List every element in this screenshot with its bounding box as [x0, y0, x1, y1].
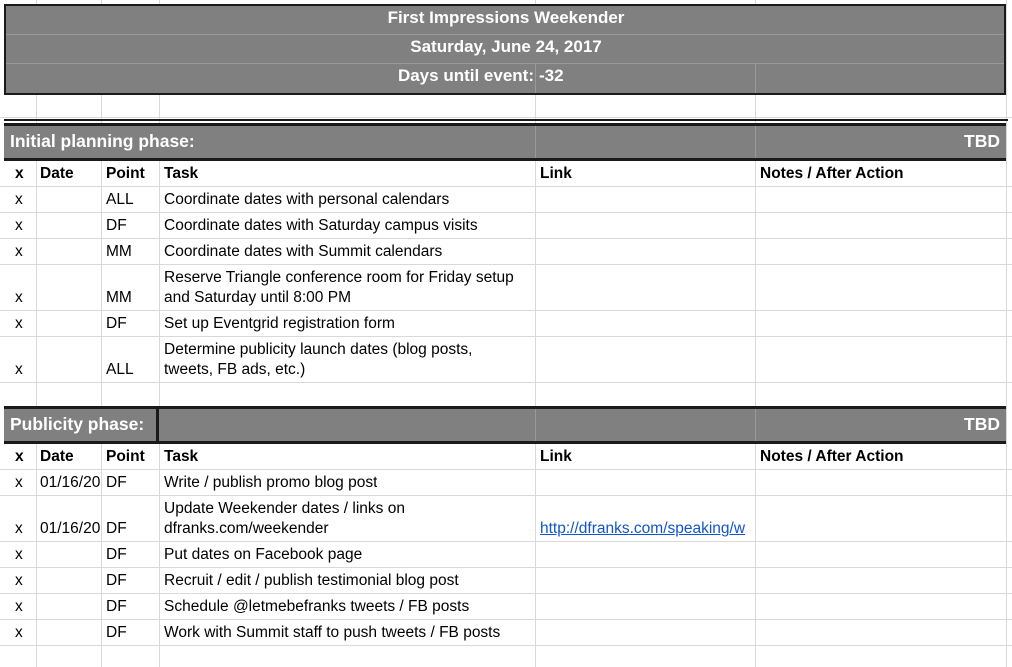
section-separator	[4, 119, 1008, 121]
divider	[755, 126, 756, 158]
grid-line	[0, 212, 1012, 213]
grid-line	[0, 469, 1012, 470]
row-point[interactable]: DF	[106, 624, 127, 641]
row-task[interactable]: Recruit / edit / publish testimonial blog post	[164, 572, 459, 589]
days-until-value[interactable]: -32	[539, 66, 564, 85]
row-check[interactable]: x	[15, 243, 23, 260]
row-point[interactable]: DF	[106, 572, 127, 589]
column-header-x[interactable]: x	[15, 165, 24, 182]
row-check[interactable]: x	[15, 361, 23, 378]
divider	[535, 63, 536, 93]
row-task[interactable]: Put dates on Facebook page	[164, 546, 363, 563]
row-point[interactable]: DF	[106, 546, 127, 563]
column-header-notes[interactable]: Notes / After Action	[760, 448, 904, 465]
grid-line	[0, 593, 1012, 594]
row-task[interactable]: Coordinate dates with Summit calendars	[164, 243, 443, 260]
row-task[interactable]: Write / publish promo blog post	[164, 474, 378, 491]
divider	[755, 409, 756, 441]
divider	[156, 406, 159, 444]
grid-line	[0, 117, 1012, 118]
days-until-label[interactable]: Days until event:	[397, 66, 534, 85]
row-check[interactable]: x	[15, 315, 23, 332]
event-date[interactable]: Saturday, June 24, 2017	[410, 37, 602, 56]
divider	[755, 63, 756, 93]
grid-line	[0, 619, 1012, 620]
phase-title: Publicity phase:	[10, 414, 145, 434]
row-point[interactable]: DF	[106, 474, 127, 491]
row-date[interactable]: 01/16/20	[40, 474, 101, 491]
row-check[interactable]: x	[15, 546, 23, 563]
grid-line	[0, 264, 1012, 265]
event-title[interactable]: First Impressions Weekender	[387, 8, 625, 27]
divider	[6, 34, 1004, 35]
row-check[interactable]: x	[15, 520, 23, 537]
row-date[interactable]: 01/16/20	[40, 520, 101, 537]
row-task[interactable]: Schedule @letmebefranks tweets / FB posts	[164, 598, 470, 615]
column-header-task[interactable]: Task	[164, 165, 199, 182]
grid-line	[0, 238, 1012, 239]
row-task-line[interactable]: dfranks.com/weekender	[164, 520, 329, 537]
grid-line	[0, 382, 1012, 383]
phase-status: TBD	[964, 414, 1000, 434]
row-point[interactable]: DF	[106, 598, 127, 615]
row-point[interactable]: DF	[106, 217, 127, 234]
phase-header-initial-planning[interactable]	[4, 123, 1006, 161]
grid-line	[0, 495, 1012, 496]
row-task-line[interactable]: Update Weekender dates / links on	[164, 500, 405, 517]
row-point[interactable]: ALL	[106, 191, 134, 208]
row-check[interactable]: x	[15, 598, 23, 615]
row-task[interactable]: Set up Eventgrid registration form	[164, 315, 395, 332]
row-check[interactable]: x	[15, 217, 23, 234]
row-task[interactable]: Work with Summit staff to push tweets / FB posts	[164, 624, 501, 641]
grid-line	[0, 186, 1012, 187]
phase-title: Initial planning phase:	[10, 131, 195, 151]
row-check[interactable]: x	[15, 624, 23, 641]
grid-line	[0, 541, 1012, 542]
divider	[535, 126, 536, 158]
column-header-date[interactable]: Date	[40, 448, 74, 465]
row-point[interactable]: MM	[106, 289, 132, 306]
row-link[interactable]: http://dfranks.com/speaking/w	[540, 520, 746, 537]
row-task-line[interactable]: Determine publicity launch dates (blog posts,	[164, 341, 473, 358]
row-task[interactable]: Coordinate dates with Saturday campus visits	[164, 217, 478, 234]
row-point[interactable]: MM	[106, 243, 132, 260]
column-header-point[interactable]: Point	[106, 165, 145, 182]
column-header-point[interactable]: Point	[106, 448, 145, 465]
row-task-line[interactable]: tweets, FB ads, etc.)	[164, 361, 306, 378]
column-header-link[interactable]: Link	[540, 165, 572, 182]
grid-line	[0, 310, 1012, 311]
column-header-link[interactable]: Link	[540, 448, 572, 465]
grid-line	[0, 336, 1012, 337]
phase-status: TBD	[964, 131, 1000, 151]
row-task-line[interactable]: Reserve Triangle conference room for Friday setup	[164, 269, 514, 286]
row-point[interactable]: DF	[106, 315, 127, 332]
grid-line	[0, 645, 1012, 646]
column-header-x[interactable]: x	[15, 448, 24, 465]
grid-line	[0, 567, 1012, 568]
row-task[interactable]: Coordinate dates with personal calendars	[164, 191, 450, 208]
row-check[interactable]: x	[15, 572, 23, 589]
row-task-line[interactable]: and Saturday until 8:00 PM	[164, 289, 351, 306]
column-header-date[interactable]: Date	[40, 165, 74, 182]
phase-header-publicity[interactable]	[4, 406, 1006, 444]
divider	[6, 63, 1004, 64]
divider	[535, 409, 536, 441]
column-header-task[interactable]: Task	[164, 448, 199, 465]
row-point[interactable]: ALL	[106, 361, 134, 378]
row-check[interactable]: x	[15, 191, 23, 208]
row-point[interactable]: DF	[106, 520, 127, 537]
row-check[interactable]: x	[15, 289, 23, 306]
row-check[interactable]: x	[15, 474, 23, 491]
column-header-notes[interactable]: Notes / After Action	[760, 165, 904, 182]
